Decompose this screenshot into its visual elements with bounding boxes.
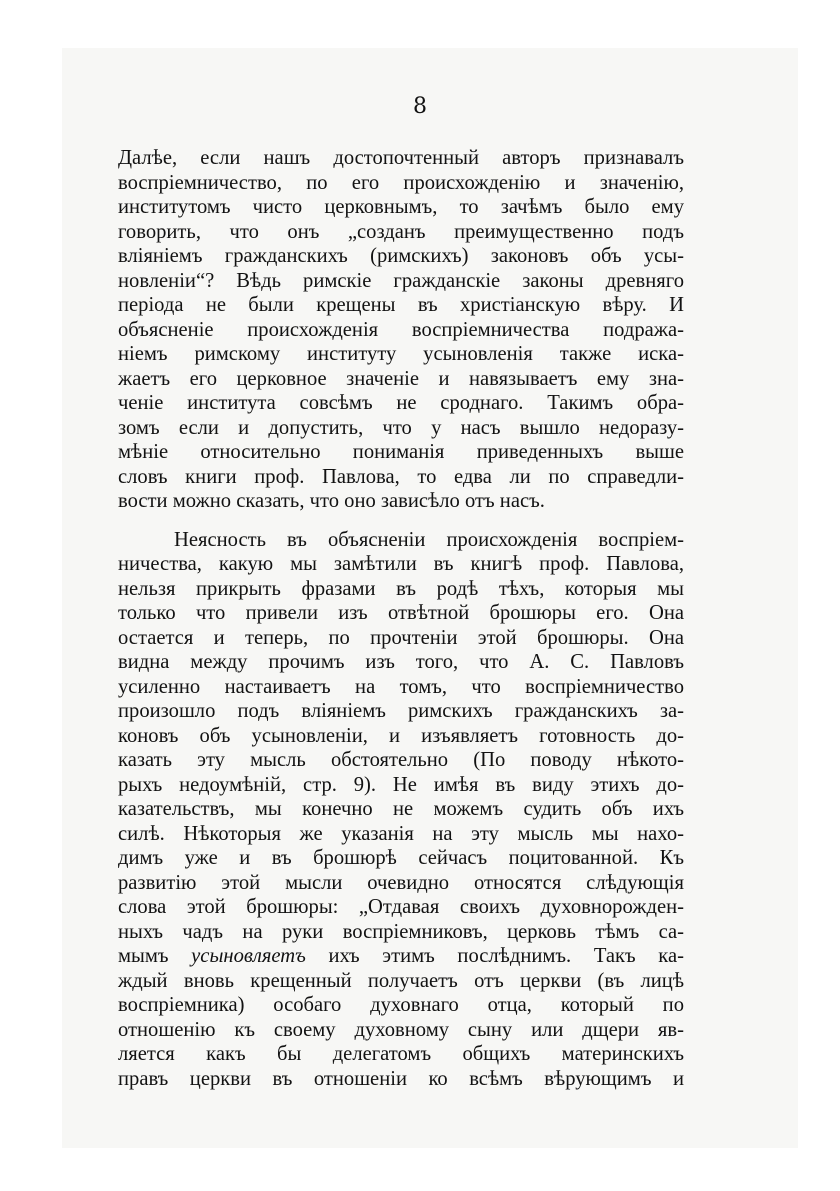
- text-line: ныхъ чадъ на руки воспріемниковъ, церковь тѣмъ са-: [118, 920, 684, 943]
- text-line: видна между прочимъ изъ того, что А. С. Павловъ: [118, 651, 684, 673]
- text-line: произошло подъ вліяніемъ римскихъ гражданскихъ за-: [118, 700, 684, 722]
- text-line: только что привели изъ отвѣтной брошюры его. Она: [118, 602, 684, 624]
- text-line: вліяніемъ гражданскихъ (римскихъ) законовъ объ усы-: [118, 245, 684, 267]
- text-line: рыхъ недоумѣній, стр. 9). Не имѣя въ виду этихъ до-: [118, 773, 684, 796]
- text-line: ченіе института совсѣмъ не сроднаго. Такимъ обра-: [118, 392, 684, 414]
- text-line: казать эту мысль обстоятельно (По поводу нѣкото-: [118, 749, 684, 771]
- text-line: зомъ если и допустить, что у насъ вышло недоразу-: [118, 416, 684, 439]
- text-line: казательствъ, мы конечно не можемъ судить объ ихъ: [118, 798, 684, 820]
- paragraph-1: [118, 146, 684, 514]
- page-number: 8: [413, 94, 427, 119]
- text-line: вости можно сказать, что оно зависѣло отъ насъ.: [118, 490, 545, 512]
- text-line: Неясность въ объясненіи происхожденія воспріем-: [174, 528, 684, 551]
- text-line: періода не были крещены въ христіанскую вѣру. И: [118, 294, 684, 316]
- text-line-with-emphasis: [118, 944, 684, 969]
- text-line: усиленно настаиваетъ на томъ, что воспріемничество: [118, 675, 684, 698]
- text-line: воспріемника) особаго духовнаго отца, который по: [118, 994, 684, 1016]
- text-line: нельзя прикрыть фразами въ родѣ тѣхъ, которыя мы: [118, 577, 684, 600]
- body-text: [118, 146, 684, 1091]
- text-line: ніемъ римскому институту усыновленія также иска-: [118, 343, 684, 365]
- paragraph-gap: [118, 514, 684, 528]
- text-line: ждый вновь крещенный получаетъ отъ церкви (въ лицѣ: [118, 969, 684, 992]
- text-line: силѣ. Нѣкоторыя же указанія на эту мысль мы нахо-: [118, 822, 684, 845]
- text-line: жаетъ его церковное значеніе и навязываетъ ему зна-: [118, 367, 684, 390]
- text-fragment: ихъ этимъ послѣднимъ. Такъ ка-: [305, 945, 684, 967]
- paragraph-2: [118, 528, 684, 1092]
- text-line: слова этой брошюры: „Отдавая своихъ духовнорожден-: [118, 896, 684, 918]
- text-line: институтомъ чисто церковнымъ, то зачѣмъ было ему: [118, 196, 684, 218]
- text-fragment: мымъ: [118, 945, 192, 967]
- text-line: развитію этой мысли очевидно относятся слѣдующія: [118, 871, 684, 894]
- text-line: словъ книги проф. Павлова, то едва ли по справедли-: [118, 465, 684, 488]
- text-line: воспріемничество, по его происхожденію и значенію,: [118, 171, 684, 194]
- text-line: ляется какъ бы делегатомъ общихъ материнскихъ: [118, 1043, 684, 1065]
- emphasized-word: усыновляетъ: [191, 945, 306, 967]
- text-line: объясненіе происхожденія воспріемничества подража-: [118, 318, 684, 341]
- text-line: говорить, что онъ „созданъ преимущественно подъ: [118, 220, 684, 243]
- text-line: отношенію къ своему духовному сыну или дщери яв-: [118, 1018, 684, 1041]
- text-line: Далѣе, если нашъ достопочтенный авторъ признавалъ: [118, 147, 684, 169]
- text-line: димъ уже и въ брошюрѣ сейчасъ поцитованной. Къ: [118, 847, 684, 869]
- text-line: ничества, какую мы замѣтили въ книгѣ проф. Павлова,: [118, 553, 684, 575]
- text-line: новленіи“? Вѣдь римскіе гражданскіе законы древняго: [118, 269, 684, 292]
- text-line: коновъ объ усыновленіи, и изъявляетъ готовность до-: [118, 724, 684, 747]
- text-line: мѣніе относительно пониманія приведенныхъ выше: [118, 441, 684, 463]
- text-line: остается и теперь, по прочтеніи этой брошюры. Она: [118, 626, 684, 649]
- text-line: правъ церкви въ отношеніи ко всѣмъ вѣрующимъ и: [118, 1067, 684, 1090]
